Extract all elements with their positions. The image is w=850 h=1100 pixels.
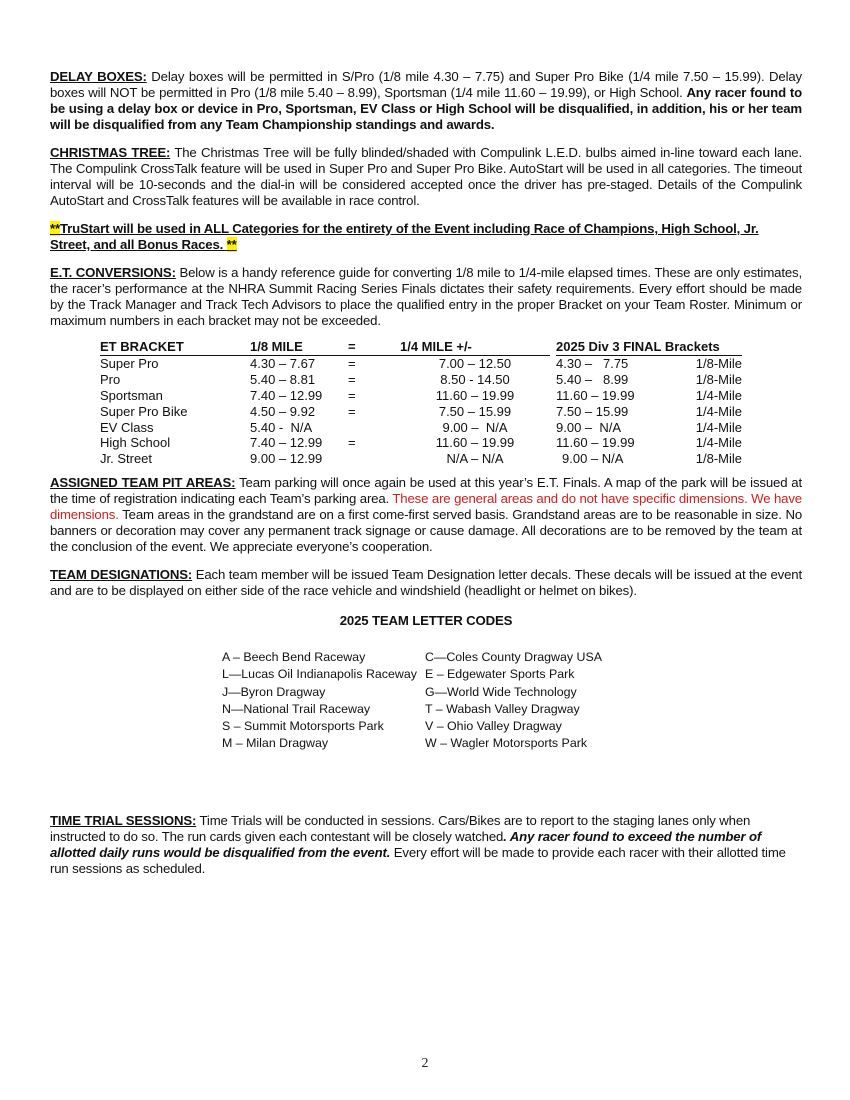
- cell-final: 11.60 – 19.99: [556, 387, 635, 403]
- header-quarter-mile: 1/4 MILE +/-: [400, 339, 550, 355]
- cell-final: 11.60 – 19.99: [556, 435, 635, 451]
- et-table-header: [100, 339, 742, 355]
- et-bracket-table: [100, 339, 742, 467]
- cell-distance: 1/4-Mile: [695, 387, 742, 403]
- time-trials-warning: . Any racer found to exceed the number of allotted daily runs would be disqualified from the event.: [50, 829, 762, 861]
- letter-code-item: N—National Trail Raceway: [222, 701, 371, 716]
- cell-final: 7.50 – 15.99: [556, 403, 629, 419]
- cell-eq: =: [348, 387, 356, 403]
- section-team-designations: [50, 567, 802, 599]
- header-eighth-mile: 1/8 MILE: [250, 339, 348, 355]
- letter-code-item: E – Edgewater Sports Park: [425, 667, 575, 682]
- cell-eighth: 5.40 – 8.81: [250, 371, 316, 387]
- section-et-conversions: [50, 265, 802, 329]
- cell-bracket: Super Pro Bike: [100, 403, 188, 419]
- letter-code-item: C—Coles County Dragway USA: [425, 650, 602, 665]
- delay-boxes-text: Delay boxes will be permitted in S/Pro (1/8 mile 4.30 – 7.75) and Super Pro Bike (1/4 mile 7.50 – 15.99). Delay boxes will NOT be permitted in Pro (1/8 mile 5.40 – 8.99), Sportsman (1/4 mile 11.60 – 19.99), or High School.: [50, 69, 802, 100]
- cell-bracket: EV Class: [100, 419, 154, 435]
- cell-eighth: 4.30 – 7.67: [250, 355, 316, 371]
- pit-areas-text-2: Team areas in the grandstand are on a first come-first served basis. Grandstand areas are to be reasonable in size. No banners or decoration may cover any permanent track signage or cause damage. All decorations are to be removed by the team at the conclusion of the event. We appreciate everyone’s cooperation.: [50, 507, 802, 555]
- trustart-stars-close: **: [226, 237, 237, 252]
- cell-final: 9.00 – N/A: [562, 451, 624, 467]
- cell-eighth: 7.40 – 12.99: [250, 387, 323, 403]
- section-delay-boxes: [50, 69, 802, 133]
- pit-areas-heading: ASSIGNED TEAM PIT AREAS:: [50, 475, 236, 491]
- cell-eighth: 4.50 – 9.92: [250, 403, 316, 419]
- time-trials-text-1: Time Trials will be conducted in sessions. Cars/Bikes are to report to the staging lanes only when instructed to do so. The run cards given each contestant will be closely watched: [50, 813, 751, 845]
- cell-eighth: 7.40 – 12.99: [250, 435, 323, 451]
- delay-boxes-warning: Any racer found to be using a delay box or device in Pro, Sportsman, EV Class or High School will be disqualified, in addition, his or her team will be disqualified from any Team Championship standings and awards.: [50, 85, 802, 132]
- letter-code-item: G—World Wide Technology: [425, 684, 577, 699]
- cell-distance: 1/4-Mile: [695, 435, 742, 451]
- christmas-tree-heading: CHRISTMAS TREE:: [50, 145, 171, 160]
- cell-quarter: 11.60 – 19.99: [435, 387, 515, 403]
- cell-distance: 1/4-Mile: [695, 419, 742, 435]
- time-trials-text-2: Every effort will be made to provide each racer with their allotted time run sessions as scheduled.: [50, 845, 786, 877]
- trustart-text: TruStart will be used in ALL Categories for the entirety of the Event including Race of Champions, High School, Jr. Street, and all Bonus Races.: [50, 221, 759, 252]
- cell-bracket: High School: [100, 435, 171, 451]
- cell-bracket: Sportsman: [100, 387, 163, 403]
- pit-areas-text-1: Team parking will once again be used at this year’s E.T. Finals. A map of the park will be issued at the time of registration indicating each Team’s parking area.: [50, 475, 803, 507]
- header-et-bracket: ET BRACKET: [100, 339, 250, 355]
- cell-quarter: 7.00 – 12.50: [438, 355, 512, 371]
- cell-quarter: 8.50 - 14.50: [440, 371, 510, 387]
- et-conversions-text: Below is a handy reference guide for converting 1/8 mile to 1/4-mile elapsed times. These are only estimates, the racer’s performance at the NHRA Summit Racing Series Finals dictates their safety requirements. Every effort should be made by the Track Manager and Track Tech Advisors to place the qualified entry in the proper Bracket on your Team Roster. Minimum or maximum numbers in each bracket may not be exceeded.: [50, 265, 802, 328]
- letter-code-item: W – Wagler Motorsports Park: [425, 736, 588, 751]
- table-row: [100, 372, 742, 388]
- letter-code-item: M – Milan Dragway: [222, 736, 329, 751]
- cell-final: 9.00 – N/A: [556, 419, 622, 435]
- document-page: [50, 69, 802, 889]
- cell-bracket: Super Pro: [100, 355, 159, 371]
- letter-codes-list: [222, 649, 802, 751]
- table-row: [100, 355, 742, 371]
- section-time-trials: [50, 813, 802, 877]
- et-conversions-heading: E.T. CONVERSIONS:: [50, 265, 176, 280]
- page-number: 2: [421, 1056, 429, 1071]
- cell-quarter: 11.60 – 19.99: [435, 435, 515, 451]
- cell-eq: =: [348, 371, 356, 387]
- letter-code-item: A – Beech Bend Raceway: [222, 650, 366, 665]
- cell-quarter: 9.00 – N/A: [442, 419, 508, 435]
- table-row: [100, 420, 742, 436]
- cell-eq: =: [348, 355, 356, 371]
- letter-code-item: V – Ohio Valley Dragway: [425, 719, 562, 733]
- christmas-tree-text: The Christmas Tree will be fully blinded/shaded with Compulink L.E.D. bulbs aimed in-line toward each lane. The Compulink CrossTalk feature will be used in Super Pro and Super Pro Bike. AutoStart will be used in all categories. The timeout interval will be 10-seconds and the dial-in will be considered accepted once the driver has pre-staged. Details of the Compulink AutoStart and CrossTalk features will be available in race control.: [50, 145, 802, 208]
- table-row: [100, 435, 742, 451]
- cell-final: 4.30 – 7.75: [556, 355, 629, 371]
- cell-eighth: 5.40 - N/A: [250, 419, 313, 435]
- delay-boxes-heading: DELAY BOXES:: [50, 69, 147, 84]
- cell-bracket: Jr. Street: [100, 451, 153, 467]
- section-pit-areas: [50, 475, 802, 555]
- team-designations-heading: TEAM DESIGNATIONS:: [50, 567, 193, 583]
- table-row: [100, 404, 742, 420]
- cell-eq: =: [348, 435, 356, 451]
- time-trials-heading: TIME TRIAL SESSIONS:: [50, 813, 197, 829]
- cell-distance: 1/8-Mile: [695, 355, 742, 371]
- cell-eq: =: [348, 403, 356, 419]
- cell-distance: 1/8-Mile: [695, 451, 742, 467]
- letter-code-item: T – Wabash Valley Dragway: [425, 701, 580, 716]
- table-row: [100, 388, 742, 404]
- cell-eq: [348, 420, 400, 436]
- cell-final: 5.40 – 8.99: [556, 371, 629, 387]
- section-trustart-notice: [50, 221, 802, 253]
- pit-areas-red-note: These are general areas and do not have specific dimensions. We have dimensions.: [50, 491, 802, 523]
- cell-distance: 1/8-Mile: [695, 371, 742, 387]
- letter-code-item: J—Byron Dragway: [222, 684, 326, 699]
- cell-eq: [348, 451, 400, 467]
- trustart-stars-open: **: [50, 221, 60, 236]
- letter-code-item: S – Summit Motorsports Park: [222, 719, 384, 733]
- cell-eighth: 9.00 – 12.99: [250, 451, 323, 467]
- cell-bracket: Pro: [100, 371, 121, 387]
- letter-code-item: L—Lucas Oil Indianapolis Raceway: [222, 667, 417, 682]
- letter-codes-title: 2025 TEAM LETTER CODES: [339, 613, 513, 629]
- table-row: [100, 451, 742, 467]
- cell-quarter: N/A – N/A: [446, 451, 504, 467]
- header-final-brackets: 2025 Div 3 FINAL Brackets: [556, 339, 742, 355]
- header-equals: =: [348, 339, 400, 355]
- section-christmas-tree: [50, 145, 802, 209]
- cell-distance: 1/4-Mile: [695, 403, 742, 419]
- cell-quarter: 7.50 – 15.99: [438, 403, 512, 419]
- team-designations-text: Each team member will be issued Team Designation letter decals. These decals will be issued at the event and are to be displayed on either side of the race vehicle and windshield (headlight or helmet on bikes).: [50, 567, 802, 599]
